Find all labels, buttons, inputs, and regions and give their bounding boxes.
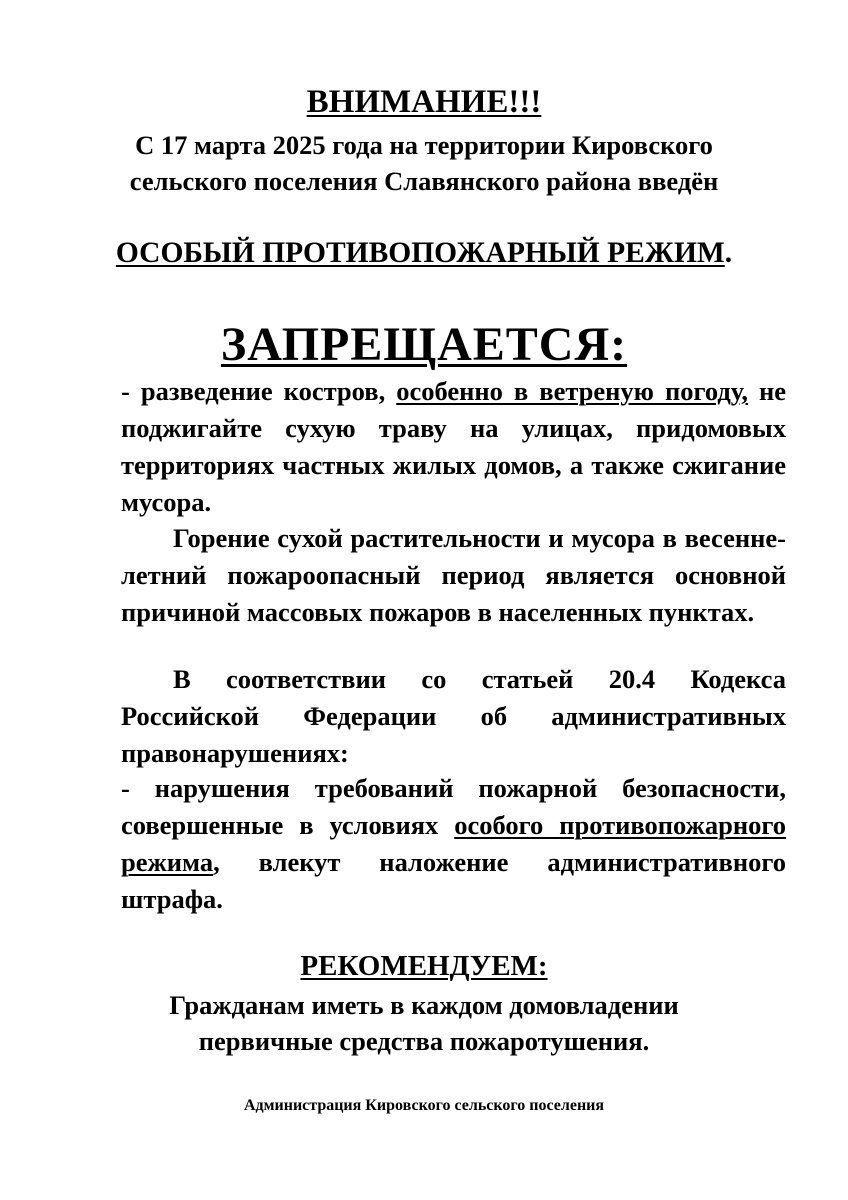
paragraph-cause: Горение сухой растительности и мусора в весенне-летний пожароопасный период является основной причиной массовых пожаров в населенных пунктах.	[121, 523, 786, 627]
paragraph-penalty	[121, 770, 786, 918]
paragraph-law: В соответствии со статьей 20.4 Кодекса Российской Федерации об административных правонарушениях:	[121, 664, 786, 768]
regime-label: ОСОБЫЙ ПРОТИВОПОЖАРНЫЙ РЕЖИМ	[115, 237, 725, 269]
p1-before: - разведение костров,	[121, 376, 397, 406]
recommend-heading	[0, 948, 848, 984]
prohibited-heading	[0, 316, 848, 374]
p4-before: - нарушения требований пожарной безопасности, совершенные в условиях	[121, 773, 786, 840]
citizens-text: Гражданам иметь в каждом домовладении первичные средства пожаротушения.	[169, 990, 679, 1056]
p4-after: , влекут наложение административного штрафа.	[121, 847, 786, 914]
attention-heading: ВНИМАНИЕ!!!	[306, 84, 542, 120]
p1-after: не поджигайте сухую траву на улицах, придомовых территориях частных жилых домов, а также сжигание мусора.	[121, 376, 786, 517]
recommend-label: РЕКОМЕНДУЕМ:	[300, 950, 548, 982]
regime-period: .	[724, 237, 733, 269]
p4-underlined: особого противопожарного режима	[121, 810, 786, 877]
regime-heading	[100, 233, 748, 274]
intro-text: С 17 марта 2025 года на территории Кировского сельского поселения Славянского района введён	[129, 130, 719, 196]
p1-underlined: особенно в ветреную погоду,	[396, 376, 748, 406]
prohibited-label: ЗАПРЕЩАЕТСЯ:	[220, 318, 628, 371]
paragraph-prohibition	[121, 373, 786, 521]
administration-signature: Администрация Кировского сельского поселения	[243, 1097, 605, 1114]
